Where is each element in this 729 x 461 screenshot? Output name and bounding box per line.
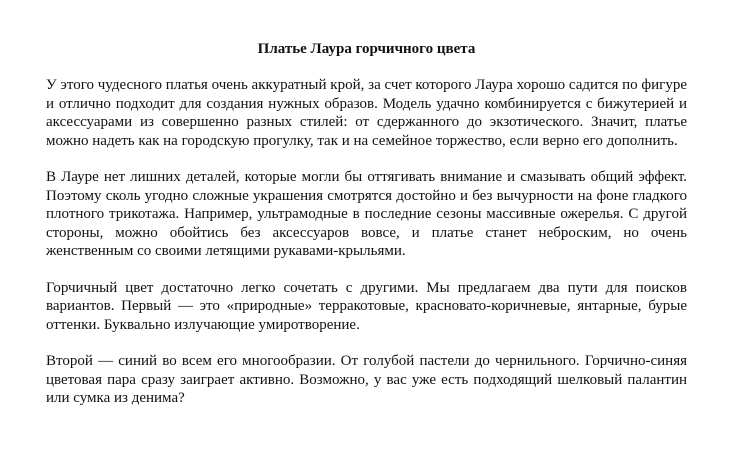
- paragraph-2: В Лауре нет лишних деталей, которые могли бы оттягивать внимание и смазывать общий эффект. Поэтому сколь угодно сложные украшения смотрятся достойно и без вычурности на фоне гладкого плотного трикотажа. Например, ультрамодные в последние сезоны массивные ожерелья. С другой стороны, можно обойтись без аксессуаров вовсе, и платье станет неброским, но очень женственным со своими летящими рукавами-крыльями.: [46, 169, 687, 259]
- article: [46, 40, 687, 408]
- paragraph-4: Второй — синий во всем его многообразии. От голубой пастели до чернильного. Горчично-синяя цветовая пара сразу заиграет активно. Возможно, у вас уже есть подходящий шелковый палантин или сумка из денима?: [46, 353, 687, 406]
- paragraph-1: У этого чудесного платья очень аккуратный крой, за счет которого Лаура хорошо садится по фигуре и отлично подходит для создания нужных образов. Модель удачно комбинируется с бижутерией и аксессуарами из совершенно разных стилей: от сдержанного до экзотического. Значит, платье можно надеть как на городскую прогулку, так и на семейное торжество, если верно его дополнить.: [46, 77, 687, 149]
- article-title: Платье Лаура горчичного цвета: [257, 41, 476, 57]
- paragraph-3: Горчичный цвет достаточно легко сочетать с другими. Мы предлагаем два пути для поисков вариантов. Первый — это «природные» терракотовые, красновато-коричневые, янтарные, бурые оттенки. Буквально излучающие умиротворение.: [46, 279, 687, 333]
